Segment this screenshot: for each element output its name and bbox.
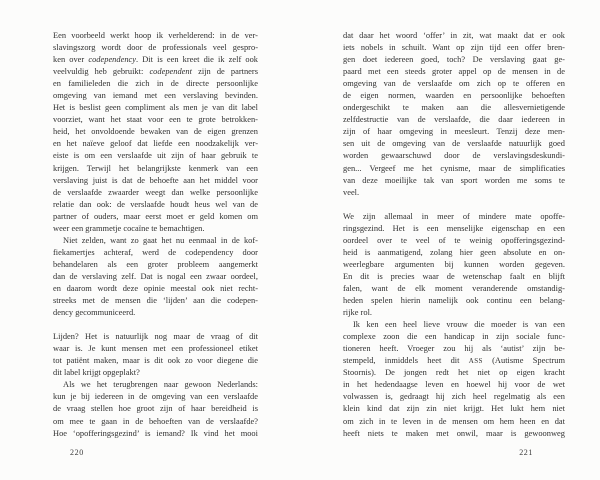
text-line: ondergeschikt te maken aan die allesvernietigende bbox=[343, 103, 565, 113]
text-line: omgeving van iemand met een verslaving bevinden. bbox=[53, 91, 258, 101]
text-line: de eigen normen, waarden en persoonlijke behoeften bbox=[343, 91, 565, 101]
text-line: Het is beslist geen compliment als men je van dit label bbox=[53, 103, 258, 113]
small-caps-text: ASS bbox=[468, 357, 483, 366]
text-line: Een voorbeeld werkt hoop ik verhelderend: in de ver- bbox=[53, 31, 258, 40]
text-line: Hoe ‘opofferingsgezind’ is iemand? Ik vind het mooi bbox=[53, 428, 258, 438]
text-line: partner of ouders, maar eerst moet er geld komen om bbox=[53, 211, 258, 221]
text-line: rijke rol. bbox=[343, 308, 373, 318]
text-line: van deze moeilijke tak van sport worden me soms te bbox=[343, 175, 565, 185]
text-line: falen, want de elk moment veranderende omstandig- bbox=[343, 283, 565, 293]
text-line: heeft niets te maken met onwil, maar is gewoonweg bbox=[343, 428, 565, 438]
text-line: tot patiënt maken, maar is dit ook zo voor diegene die bbox=[53, 356, 258, 366]
text-line: en daarom wordt deze opinie meestal ook niet recht- bbox=[53, 283, 258, 293]
text-line: de verslaafde zwaarder weegt dan welke persoonlijke bbox=[53, 187, 258, 197]
page-number-right: 221 bbox=[519, 448, 533, 457]
text-line: gen doet iedereen goed, toch? De verslaving gaat ge- bbox=[343, 55, 565, 65]
text-line: dit label krijgt opgeplakt? bbox=[53, 368, 140, 378]
text-line: complexe zoon die een handicap in zijn sociale func- bbox=[343, 332, 565, 342]
text-line: dan de verslaving zelf. Dat is nogal een zwaar oordeel, bbox=[53, 271, 258, 281]
page-right bbox=[300, 0, 600, 480]
text-line: kun je bij iedereen in de omgeving van een verslaafde bbox=[53, 392, 258, 402]
text-line: oordeel over te veel of te weinig opofferingsgezind- bbox=[343, 235, 565, 245]
text-line: worden gewaarschuwd door de verslavingsdeskundi- bbox=[343, 151, 565, 161]
text-line: om zich in te leven in de mensen om hem heen en dat bbox=[343, 416, 565, 426]
text-line: verslaving juist is dat de behoefte aan het middel voor bbox=[53, 175, 258, 185]
text-line: We zijn allemaal in meer of mindere mate opoffe- bbox=[343, 211, 565, 221]
text-line: slavingszorg wordt door de professionals veel gespro- bbox=[53, 43, 258, 53]
text-line: tioneren heeft. Vroeger zou hij als ‘autist’ zijn be- bbox=[343, 344, 565, 354]
text-line: omgeving van de verslaafde om zich op te offeren en bbox=[343, 79, 565, 89]
page-left-text bbox=[53, 30, 258, 440]
text-line: voorziet, want het staat voor een te grote betrokken- bbox=[53, 115, 258, 125]
text-line: zijn of haar omgeving in meesleurt. Tenzij deze men- bbox=[343, 127, 565, 137]
text-line: sen uit de omgeving van de verslaafde natuurlijk goed bbox=[343, 139, 565, 149]
text-line: iets nobels in schuilt. Want op zijn tijd een offer bren- bbox=[343, 43, 565, 53]
text-line: dency gecommuniceerd. bbox=[53, 308, 136, 318]
page-right-text bbox=[343, 30, 565, 440]
text-line: waar is. Je kunt mensen met een professioneel etiket bbox=[53, 344, 258, 354]
text-line: zelfdestructie van de verslaafde, die daar iedereen in bbox=[343, 115, 565, 125]
italic-text: codependent bbox=[149, 67, 192, 77]
text-line: En dit is precies waar de wetenschap faalt en blijft bbox=[343, 271, 565, 281]
text-line: dat daar het woord ‘offer’ in zit, wat maakt dat er ook bbox=[343, 31, 565, 40]
text-line: eiste is om een verslaafde uit zijn of haar gebruik te bbox=[53, 151, 258, 161]
text-line: heden spelen hierin namelijk ook continu een belang- bbox=[343, 296, 565, 306]
text-line: gen... Vergeef me het cynisme, maar de simplificaties bbox=[343, 163, 565, 173]
text-line: heid is aanmatigend, zolang hier geen absolute en on- bbox=[343, 247, 565, 257]
text-line: en het naïeve geloof dat liefde een noodzakelijk ver- bbox=[53, 139, 258, 149]
text-line: en familieleden die zich in de directe persoonlijke bbox=[53, 79, 258, 89]
text-line: om mee te gaan in de behoeften van de verslaafde? bbox=[53, 416, 258, 426]
text-line: volwassen is, gedraagt hij zich heel regelmatig als een bbox=[343, 392, 565, 402]
text-line: weer een grammetje cocaïne te bemachtigen. bbox=[53, 223, 205, 233]
text-line: fiekamertjes achteraf, werd de codependency door bbox=[53, 247, 258, 257]
italic-text: codependency bbox=[88, 55, 137, 65]
text-line: veelvuldig heb gebruikt: codependent zijn de partners bbox=[53, 67, 259, 77]
text-line: Als we het terugbrengen naar gewoon Nederlands: bbox=[63, 380, 258, 390]
text-line: paard met een steeds groter appel op de mensen in de bbox=[343, 67, 565, 77]
text-line: Ik ken een heel lieve vrouw die moeder is van een bbox=[353, 320, 565, 330]
text-line: klein kind dat zijn zin niet krijgt. Het lukt hem niet bbox=[343, 404, 565, 414]
text-line: ringsgezind. Het is een menselijke eigenschap en een bbox=[343, 223, 565, 233]
text-line: veel. bbox=[343, 187, 360, 197]
text-line: heid, het onvoldoende bewaken van de eigen grenzen bbox=[53, 127, 258, 137]
text-line: Stoornis). De jongen redt het niet op eigen kracht bbox=[343, 368, 565, 378]
text-line: in het hedendaagse leven en hoewel hij voor de wet bbox=[343, 380, 565, 390]
text-line: behandelaren als een groter probleem aangemerkt bbox=[53, 259, 258, 269]
page-number-left: 220 bbox=[70, 448, 84, 457]
text-line: stempeld, inmiddels heet dit ASS (Autisme Spectrum bbox=[343, 356, 565, 366]
text-line: de vraag stellen hoe groot zijn of haar bereidheid is bbox=[53, 404, 258, 414]
text-line: streeks met de mensen die ‘lijden’ aan die codepen- bbox=[53, 296, 258, 306]
text-line: weerlegbare argumenten bij kunnen worden gegeven. bbox=[343, 259, 565, 269]
text-line: Niet zelden, want zo gaat het nu eenmaal in de kof- bbox=[63, 235, 258, 245]
text-line: Lijden? Het is natuurlijk nog maar de vraag of dit bbox=[53, 332, 258, 342]
text-line: ken over codependency. Dit is een kreet die ik zelf ook bbox=[53, 55, 259, 65]
text-line: relatie dan ook: de verslaafde houdt heus wel van de bbox=[53, 199, 258, 209]
text-line: krijgen. Terwijl het belangrijkste kenmerk van een bbox=[53, 163, 258, 173]
